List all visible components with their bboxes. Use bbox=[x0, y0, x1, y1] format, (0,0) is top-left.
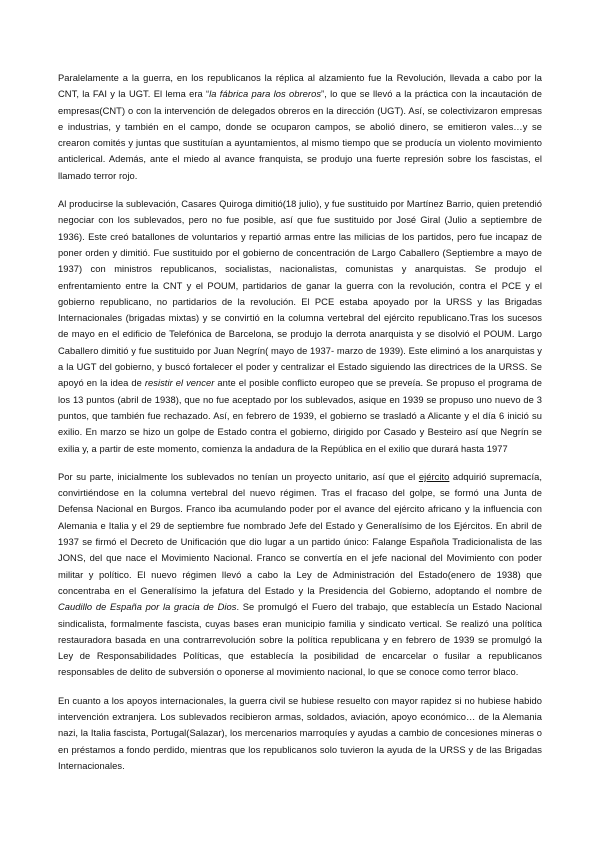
paragraph-apoyos-internacionales bbox=[58, 693, 542, 774]
text-segment: adquirió supremacía, convirtiéndose en la columna vertebral del nuevo régimen. Tras el fracaso del golpe, se formó una Junta de Defensa Nacional en Burgos. Franco iba acumulando poder por el avance del ejército africano y la influencia con Alemania e Italia y el 29 de septiembre fue nombrado Jefe del Estado y Generalísimo de los Ejércitos. En abril de 1937 se firmó el Decreto de Unificación que dio lugar a un partido único: Falange Española Tradicionalista de las JONS, del que nace el Movimiento Nacional. Franco se convertía en el jefe nacional del Movimiento con poder militar y político. El nuevo régimen llevó a cabo la Ley de Administración del Estado(enero de 1938) que concentraba en el Generalísimo la jefatura del Estado y la Presidencia del Gobierno, adoptando el nombre de bbox=[58, 471, 543, 596]
text-segment: ante el posible conflicto europeo que se preveía. Se propuso el programa de los 13 puntos (abril de 1938), que no fue aceptado por los sublevados, asique en 1939 se propuso uno nuevo de 3 puntos, que también fue rechazado. Así, en febrero de 1939, el gobierno se trasladó a Alicante y el día 6 inició su exilio. En marzo se hizo un golpe de Estado contra el gobierno, dirigido por Casado y Besteiro así que Negrín se exilia y, a partir de este momento, comienza la andadura de la República en el exilio que durará hasta 1977 bbox=[58, 378, 542, 454]
text-segment-italic: la fábrica para los obreros bbox=[209, 89, 322, 100]
paragraph-revolucion bbox=[58, 70, 542, 184]
text-segment: Al producirse la sublevación, Casares Quiroga dimitió(18 julio), y fue sustituido por Martínez Barrio, quien pretendió negociar con los sublevados, pero no fue posible, así que fue sustituido por José Giral (Julio a septiembre de 1936). Este creó batallones de voluntarios y repartió armas entre las milicias de los partidos, pero fue incapaz de poner orden y dimitió. Fue sustituido por el gobierno de concentración de Largo Caballero (Septiembre a mayo de 1937) con ministros republicanos, socialistas, nacionalistas, comunistas y anarquistas. Se produjo el enfrentamiento entre la CNT y el POUM, partidarios de ganar la guerra con la revolución, contra el PCE y el gobierno republicano, no partidarios de la revolución. El PCE estaba apoyado por la URSS y las Brigadas Internacionales (brigadas mixtas) y se convirtió en la columna vertebral del ejército republicano.Tras los sucesos de mayo en el edificio de Telefónica de Barcelona, se produjo la derrota anarquista y se disolvió el POUM. Largo Caballero dimitió y fue sustituido por Juan Negrín( mayo de 1937- marzo de 1939). Este eliminó a los anarquistas y a la UGT del gobierno, y buscó fortalecer el poder y centralizar el Estado siguiendo las directrices de la URSS. Se apoyó en la idea de bbox=[58, 199, 542, 389]
paragraph-sublevados bbox=[58, 469, 542, 681]
text-segment-italic: Caudillo de España por la gracia de Dios bbox=[58, 602, 237, 613]
text-segment: En cuanto a los apoyos internacionales, la guerra civil se hubiese resuelto con mayor rapidez si no hubiese habido intervención extranjera. Los sublevados recibieron armas, soldados, aviación, apoyo económico… de la Alemania nazi, la Italia fascista, Portugal(Salazar), los mercenarios marroquíes y ayudas a cambio de concesiones mineras o en préstamos a fondo perdido, mientras que los republicanos solo tuvieron la ayuda de la URSS y de las Brigadas Internacionales. bbox=[58, 695, 542, 771]
text-segment: Paralelamente a la guerra, en los republicanos la réplica al alzamiento fue la Revolución, llevada a cabo por la CNT, la FAI y la UGT. El lema era “ bbox=[58, 73, 542, 100]
text-segment: Por su parte, inicialmente los sublevados no tenían un proyecto unitario, así que el bbox=[58, 471, 419, 482]
text-segment: ”, lo que se llevó a la práctica con la incautación de empresas(CNT) o con la intervención de delegados obreros en la dirección (UGT). Así, se colectivizaron empresas e industrias, y también en el campo, donde se ocuparon campos, se abolió dinero, se emitieron vales…y se crearon comités y juntas que sustituían a ayuntamientos, al mismo tiempo que se producía un violento movimiento anticlerical. Además, ante el miedo al avance franquista, se produjo una fuerte represión sobre los fascistas, el llamado terror rojo. bbox=[58, 89, 542, 181]
text-segment: . Se promulgó el Fuero del trabajo, que establecía un Estado Nacional sindicalista, formalmente fascista, cuyas bases eran municipio familia y sindicato vertical. Se realizó una política restauradora basada en una contrarrevolución sobre la política republicana y en febrero de 1939 se promulgó la Ley de Responsabilidades Políticas, que establecía la posibilidad de encarcelar o fusilar a republicanos responsables de delito de subversión o oponerse al movimiento nacional, lo que se conoce como terror blaco. bbox=[58, 602, 543, 678]
text-segment-underlined: ejército bbox=[418, 471, 450, 482]
text-segment-italic: resistir el vencer bbox=[144, 378, 215, 389]
paragraph-gobiernos-republicanos bbox=[58, 196, 542, 457]
